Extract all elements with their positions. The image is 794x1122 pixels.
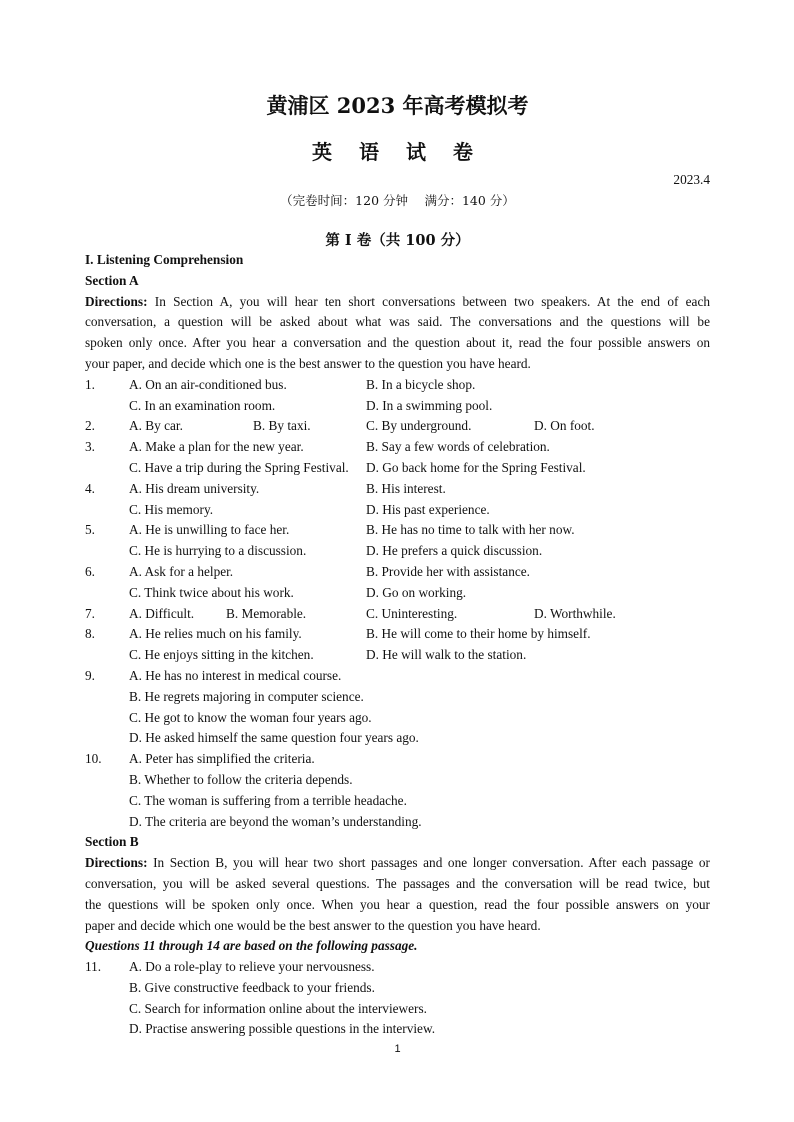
option-d: D. The criteria are beyond the woman’s understanding. — [129, 813, 422, 829]
directions-label: Directions: — [85, 293, 148, 309]
question-item — [85, 375, 710, 417]
option-a: A. He relies much on his family. — [129, 626, 302, 642]
directions-label: Directions: — [85, 855, 148, 871]
option-c: C. Uninteresting. — [366, 605, 458, 621]
option-c: C. Have a trip during the Spring Festival. — [129, 459, 349, 475]
question-number: 11. — [85, 959, 102, 975]
time-info: （完卷时间：120 分钟 满分：140 分） — [280, 193, 515, 208]
passage-note: Questions 11 through 14 are based on the following passage. — [85, 938, 418, 954]
option-b: B. He will come to their home by himself. — [366, 626, 591, 642]
exam-title: 黄浦区 2023 年高考模拟考 — [266, 93, 529, 118]
option-d: D. Worthwhile. — [534, 605, 616, 621]
exam-body — [85, 250, 710, 1040]
option-a: A. Do a role-play to relieve your nervousness. — [129, 959, 375, 975]
option-c: C. Think twice about his work. — [129, 584, 294, 600]
directions-text: paper and decide which one would be the best answer to the question you have heard. — [85, 917, 541, 933]
question-item — [85, 604, 710, 625]
option-c: C. The woman is suffering from a terrible headache. — [129, 792, 407, 808]
option-d: D. On foot. — [534, 418, 595, 434]
exam-subtitle: 英 语 试 卷 — [312, 140, 483, 164]
option-d: D. In a swimming pool. — [366, 397, 493, 413]
option-a: A. Ask for a helper. — [129, 563, 234, 579]
option-a: A. On an air-conditioned bus. — [129, 376, 287, 392]
option-c: C. In an examination room. — [129, 397, 276, 413]
option-b: B. Memorable. — [226, 605, 307, 621]
directions-text: In Section B, you will hear two short passages and one longer conversation. After each passage or — [147, 855, 710, 871]
directions-text: conversation, a question will be asked about what was said. The conversations and the questions will be — [85, 314, 710, 330]
exam-date: 2023.4 — [673, 172, 710, 187]
page-number: 1 — [394, 1043, 401, 1055]
option-a: A. By car. — [129, 418, 183, 434]
question-number: 2. — [85, 418, 95, 434]
option-c: C. He is hurrying to a discussion. — [129, 543, 307, 559]
question-number: 9. — [85, 667, 95, 683]
question-item — [85, 479, 710, 521]
option-a: A. He is unwilling to face her. — [129, 522, 290, 538]
question-number: 7. — [85, 605, 95, 621]
option-a: A. He has no interest in medical course. — [129, 667, 342, 683]
option-d: D. Go back home for the Spring Festival. — [366, 459, 586, 475]
question-number: 6. — [85, 563, 95, 579]
question-item — [85, 666, 710, 749]
question-number: 3. — [85, 439, 95, 455]
option-a: A. His dream university. — [129, 480, 260, 496]
option-c: C. By underground. — [366, 418, 472, 434]
directions-text: spoken only once. After you hear a conversation and the question about it, read the four possible answers on — [85, 335, 710, 351]
option-d: D. His past experience. — [366, 501, 490, 517]
question-item — [85, 624, 710, 666]
option-b: B. Whether to follow the criteria depends. — [129, 771, 353, 787]
section-b-heading: Section B — [85, 834, 139, 850]
question-item — [85, 957, 710, 1040]
option-d: D. He prefers a quick discussion. — [366, 543, 543, 559]
part-heading: I. Listening Comprehension — [85, 252, 244, 267]
question-item — [85, 749, 710, 832]
option-d: D. He will walk to the station. — [366, 647, 527, 663]
option-b: B. Give constructive feedback to your friends. — [129, 979, 375, 995]
option-b: B. He has no time to talk with her now. — [366, 522, 575, 538]
option-b: B. Say a few words of celebration. — [366, 439, 550, 455]
question-item — [85, 416, 710, 437]
option-b: B. By taxi. — [253, 418, 311, 434]
question-number: 5. — [85, 522, 95, 538]
option-b: B. He regrets majoring in computer science. — [129, 688, 364, 704]
option-b: B. His interest. — [366, 480, 446, 496]
directions-text: conversation, you will be asked several questions. The passages and the conversation will be read twice, but — [85, 875, 710, 891]
option-a: A. Difficult. — [129, 605, 195, 621]
section-a-directions — [85, 292, 710, 375]
question-item — [85, 437, 710, 479]
volume-heading: 第 I 卷（共 100 分） — [325, 232, 470, 249]
section-b-directions — [85, 853, 710, 936]
question-number: 1. — [85, 376, 95, 392]
option-a: A. Make a plan for the new year. — [129, 439, 304, 455]
question-item — [85, 520, 710, 562]
directions-text: the questions will be spoken only once. When you hear a question, read the four possible answers on your — [85, 896, 710, 912]
option-c: C. He enjoys sitting in the kitchen. — [129, 647, 314, 663]
option-d: D. He asked himself the same question four years ago. — [129, 730, 419, 746]
option-a: A. Peter has simplified the criteria. — [129, 751, 315, 767]
question-number: 10. — [85, 751, 102, 767]
question-number: 8. — [85, 626, 95, 642]
option-b: B. Provide her with assistance. — [366, 563, 530, 579]
section-a-heading: Section A — [85, 272, 139, 288]
option-c: C. His memory. — [129, 501, 214, 517]
directions-text: In Section A, you will hear ten short conversations between two speakers. At the end of each — [147, 293, 710, 309]
option-c: C. Search for information online about the interviewers. — [129, 1000, 427, 1016]
question-number: 4. — [85, 480, 95, 496]
directions-text: your paper, and decide which one is the best answer to the question you have heard. — [85, 355, 531, 371]
option-b: B. In a bicycle shop. — [366, 376, 476, 392]
question-item — [85, 562, 710, 604]
option-d: D. Practise answering possible questions in the interview. — [129, 1021, 436, 1037]
option-d: D. Go on working. — [366, 584, 467, 600]
option-c: C. He got to know the woman four years ago. — [129, 709, 372, 725]
